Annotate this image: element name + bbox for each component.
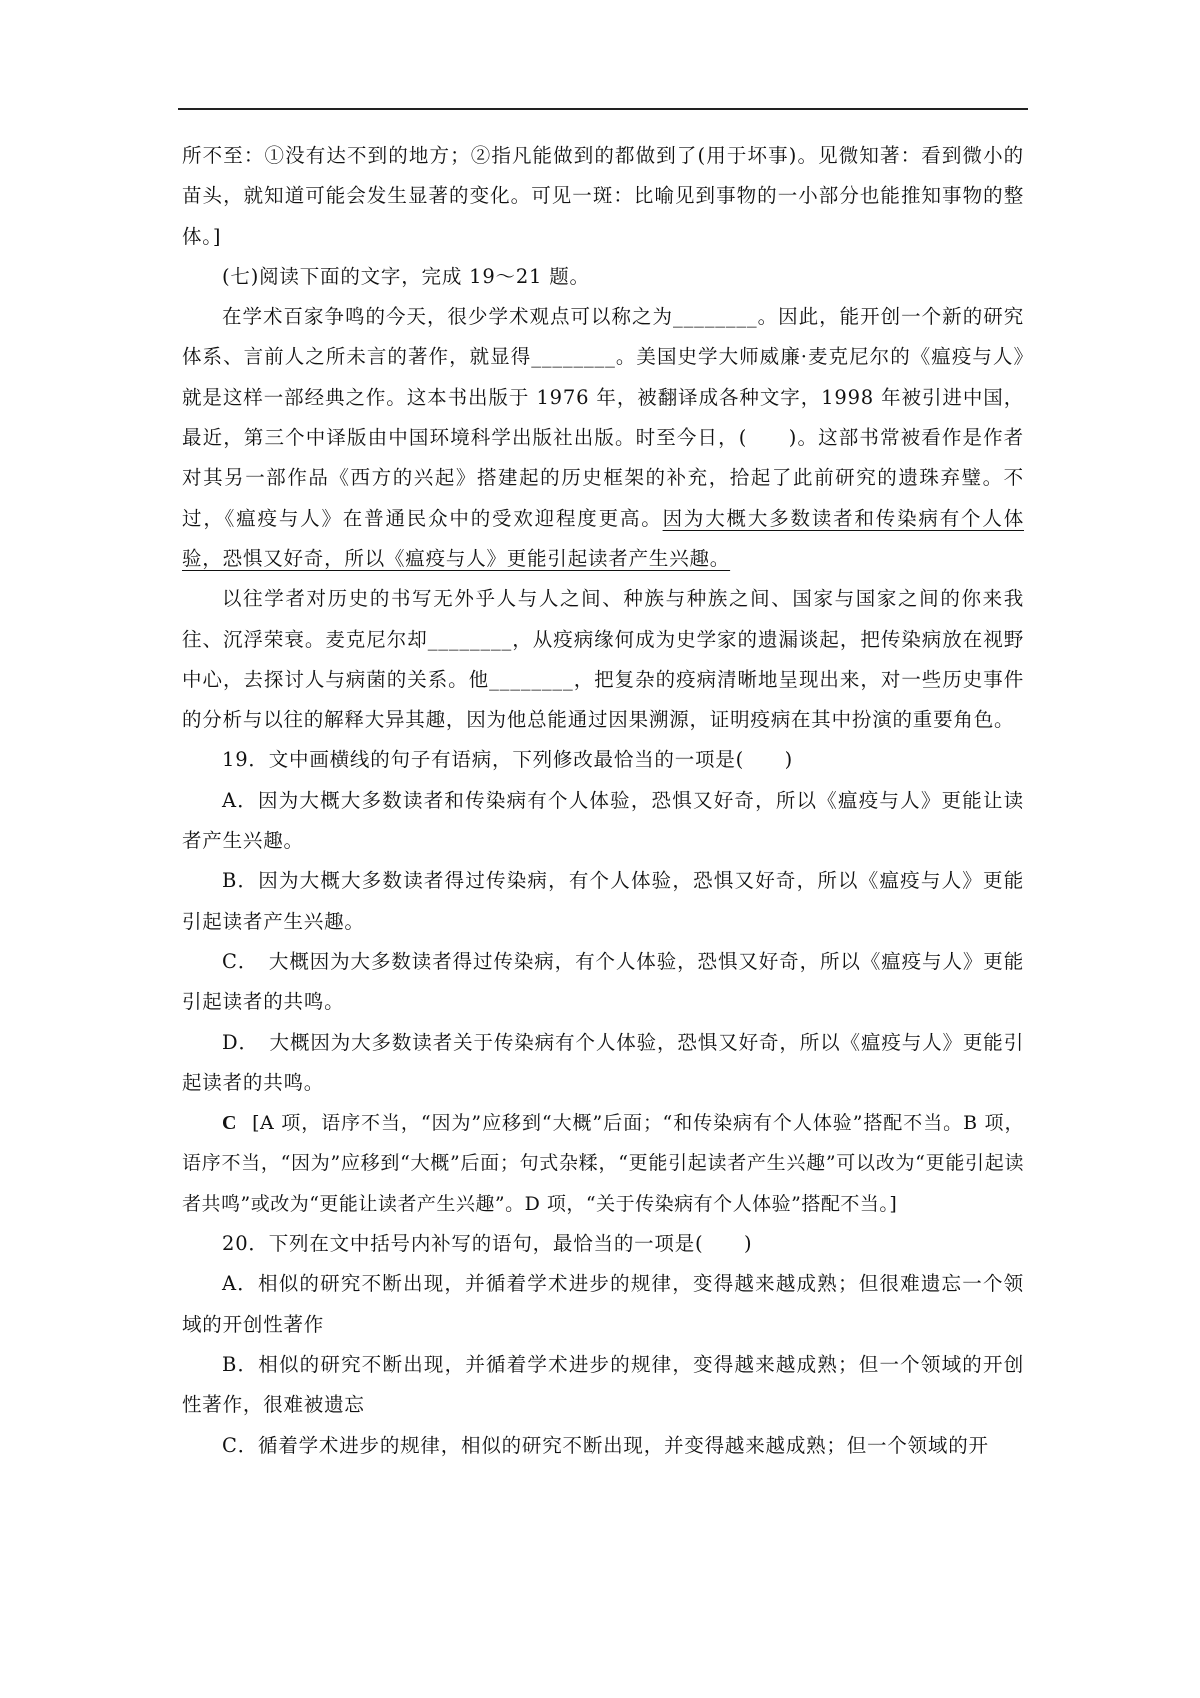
header-rule <box>178 108 1028 110</box>
continuation-paragraph: 所不至：①没有达不到的地方；②指凡能做到的都做到了(用于坏事)。见微知著：看到微小的苗头，就知道可能会发生显著的变化。可见一斑：比喻见到事物的一小部分也能推知事物的整体。] <box>182 144 1024 248</box>
question-20-option-a: A．相似的研究不断出现，并循着学术进步的规律，变得越来越成熟；但很难遗忘一个领域的开创性著作 <box>182 1272 1024 1336</box>
passage-paragraph-2: 以往学者对历史的书写无外乎人与人之间、种族与种族之间、国家与国家之间的你来我往、沉浮荣衰。麦克尼尔却________，从疫病缘何成为史学家的遗漏谈起，把传染病放在视野中心，去探讨人与病菌的关系。他________，把复杂的疫病清晰地呈现出来，对一些历史事件的分析与以往的解释大异其趣，因为他总能通过因果溯源，证明疫病在其中扮演的重要角色。 <box>182 587 1024 732</box>
question-19-answer <box>182 1103 1024 1224</box>
question-20-option-b: B．相似的研究不断出现，并循着学术进步的规律，变得越来越成熟；但一个领域的开创性著作，很难被遗忘 <box>182 1352 1024 1417</box>
question-19-option-b: B．因为大概大多数读者得过传染病，有个人体验，恐惧又好奇，所以《瘟疫与人》更能引起读者产生兴趣。 <box>182 869 1024 933</box>
passage-paragraph-1-text: 在学术百家争鸣的今天，很少学术观点可以称之为________。因此，能开创一个新的研究体系、言前人之所未言的著作，就显得________。美国史学大师威廉·麦克尼尔的《瘟疫与人》就是这样一部经典之作。这本书出版于 1976 年，被翻译成各种文字，1998 年被引进中国，最近，第三个中译版由中国环境科学出版社出版。时至今日，( )。这部书常被看作是作者对其另一部作品《西方的兴起》搭建起的历史框架的补充，拾起了此前研究的遗珠弃璧。不过，《瘟疫与人》在普通民众中的受欢迎程度更高。 <box>182 305 1024 530</box>
question-19-option-a: A．因为大概大多数读者和传染病有个人体验，恐惧又好奇，所以《瘟疫与人》更能让读者产生兴趣。 <box>182 788 1024 853</box>
question-19-option-c: C． 大概因为大多数读者得过传染病，有个人体验，恐惧又好奇，所以《瘟疫与人》更能引起读者的共鸣。 <box>182 949 1024 1014</box>
section-heading: (七)阅读下面的文字，完成 19～21 题。 <box>222 264 590 288</box>
question-20-stem: 20．下列在文中括号内补写的语句，最恰当的一项是( ) <box>222 1232 753 1256</box>
answer-key: C <box>222 1112 238 1135</box>
passage-paragraph-1 <box>182 297 1024 579</box>
answer-explanation: [A 项，语序不当，“因为”应移到“大概”后面；“和传染病有个人体验”搭配不当。B 项，语序不当，“因为”应移到“大概”后面；句式杂糅，“更能引起读者产生兴趣”可以改为“更能引起读者共鸣”或改为“更能让读者产生兴趣”。D 项，“关于传染病有个人体验”搭配不当。] <box>182 1112 1024 1215</box>
page-content <box>182 136 1024 1466</box>
question-19-stem: 19．文中画横线的句子有语病，下列修改最恰当的一项是( ) <box>222 748 794 772</box>
question-20-option-c: C．循着学术进步的规律，相似的研究不断出现，并变得越来越成熟；但一个领域的开 <box>222 1433 989 1457</box>
underlined-sentence: 因为大概大多数读者和传染病有个人体验，恐惧又好奇，所以《瘟疫与人》更能引起读者产生兴趣。 <box>182 506 1024 570</box>
question-19-option-d: D． 大概因为大多数读者关于传染病有个人体验，恐惧又好奇，所以《瘟疫与人》更能引起读者的共鸣。 <box>182 1030 1024 1094</box>
